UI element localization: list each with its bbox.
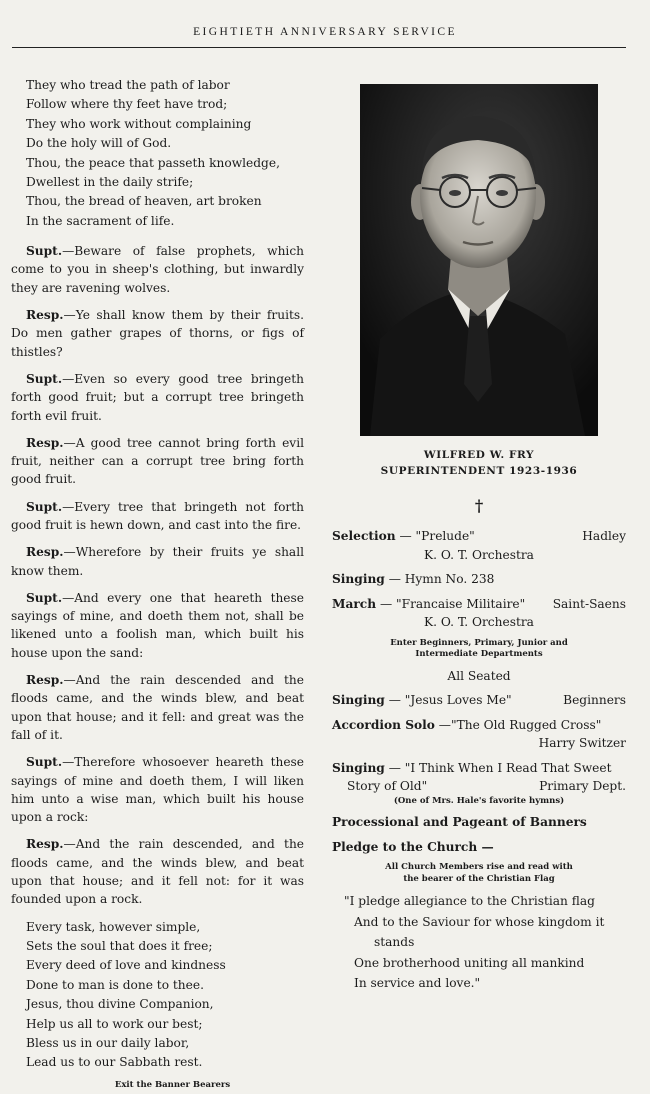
program-item-beginners bbox=[332, 691, 626, 710]
item-title: — "Jesus Loves Me" bbox=[384, 693, 512, 707]
speaker-label: Resp. bbox=[26, 673, 64, 688]
left-column bbox=[11, 76, 304, 1094]
speaker-label: Resp. bbox=[26, 435, 64, 450]
cross-ornament: † bbox=[474, 496, 484, 515]
hymn-line: Lead us to our Sabbath rest. bbox=[26, 1055, 203, 1070]
speaker-label: Resp. bbox=[26, 308, 64, 323]
speaker-label: Resp. bbox=[26, 837, 64, 852]
pledge-note: All Church Members rise and read with bbox=[385, 862, 573, 872]
page-header: EIGHTIETH ANNIVERSARY SERVICE bbox=[193, 26, 457, 38]
hymn-line: Thou, the bread of heaven, art broken bbox=[26, 194, 262, 209]
item-title: — "Francaise Militaire" bbox=[376, 596, 526, 611]
speaker-label: Supt. bbox=[26, 755, 63, 770]
responsive-reading bbox=[11, 589, 304, 662]
pledge-text bbox=[332, 891, 626, 994]
speaker-label: Supt. bbox=[26, 371, 63, 386]
hymn-line: In the sacrament of life. bbox=[26, 213, 175, 228]
closing-hymn bbox=[11, 918, 304, 1073]
hymn-line: Done to man is done to thee. bbox=[26, 977, 204, 992]
speaker-label: Supt. bbox=[26, 590, 63, 605]
pledge-heading bbox=[332, 838, 626, 857]
hymn-line: Every deed of love and kindness bbox=[26, 958, 226, 973]
responsive-reading bbox=[11, 242, 304, 297]
item-label: March bbox=[332, 596, 377, 611]
responsive-reading bbox=[11, 434, 304, 489]
accordion-performer-row bbox=[332, 734, 626, 753]
pledge-line: And to the Saviour for whose kingdom it bbox=[354, 914, 605, 929]
item-composer: Saint-Saens bbox=[552, 596, 626, 611]
all-seated: All Seated bbox=[447, 668, 511, 683]
reading-text: —And the rain descended and the floods came, and the winds blew, and beat upon that house; and it fell: and great was the fall of it. bbox=[11, 673, 304, 742]
pledge-heading-label: Pledge to the Church — bbox=[332, 839, 494, 854]
caption-title: SUPERINTENDENT 1923-1936 bbox=[380, 465, 578, 477]
pledge-line: One brotherhood uniting all mankind bbox=[354, 955, 585, 970]
program-item-accordion bbox=[332, 716, 626, 735]
reading-text: —And every one that heareth these sayings of mine, and doeth them not, shall be likened unto a foolish man, which built his house upon the sand: bbox=[11, 590, 304, 660]
enter-note: Enter Beginners, Primary, Junior and bbox=[390, 637, 568, 648]
primary-continued-row bbox=[332, 777, 626, 796]
reading-text: —And the rain descended, and the floods came, and the winds blew, and beat upon that house; and it fell not: for it was founded upon a rock. bbox=[11, 837, 304, 907]
processional bbox=[332, 813, 626, 832]
reading-text: —Wherefore by their fruits ye shall know them. bbox=[11, 545, 304, 578]
pledge-line: In service and love." bbox=[354, 976, 481, 990]
responsive-reading bbox=[11, 671, 304, 744]
pledge-line: stands bbox=[374, 935, 415, 949]
program-item-primary bbox=[332, 759, 626, 778]
program-item-hymn bbox=[332, 570, 626, 589]
reading-text: —Even so every good tree bringeth forth good fruit; but a corrupt tree bringeth forth evil fruit. bbox=[11, 371, 304, 423]
reading-text: —Ye shall know them by their fruits. Do men gather grapes of thorns, or figs of thistles? bbox=[11, 308, 304, 359]
processional-label: Processional and Pageant of Banners bbox=[332, 815, 587, 829]
item-performer: K. O. T. Orchestra bbox=[424, 547, 534, 562]
hymn-line: Sets the soul that does it free; bbox=[26, 939, 213, 954]
hymn-line: Every task, however simple, bbox=[26, 919, 201, 934]
pledge-note: the bearer of the Christian Flag bbox=[403, 873, 555, 884]
item-label: Singing bbox=[332, 693, 385, 707]
item-group: Beginners bbox=[563, 693, 626, 707]
speaker-label: Supt. bbox=[26, 499, 63, 514]
responsive-reading bbox=[11, 835, 304, 908]
reading-text: —Beware of false prophets, which come to you in sheep's clothing, but inwardly they are ravening wolves. bbox=[11, 244, 304, 295]
caption-name: WILFRED W. FRY bbox=[423, 449, 535, 461]
reading-text: —Every tree that bringeth not forth good fruit is hewn down, and cast into the fire. bbox=[11, 499, 304, 532]
reading-text: —Therefore whosoever heareth these sayings of mine and doeth them, I will liken him unto a wise man, which built his house upon a rock: bbox=[11, 755, 304, 825]
reading-text: —A good tree cannot bring forth evil fruit, neither can a corrupt tree bring forth good fruit. bbox=[11, 435, 304, 487]
responsive-reading bbox=[11, 753, 304, 826]
item-label: Selection bbox=[332, 529, 396, 543]
responsive-reading bbox=[11, 370, 304, 425]
portrait-photo bbox=[360, 84, 598, 436]
program-item-march bbox=[332, 595, 626, 614]
hymn-line: Dwellest in the daily strife; bbox=[26, 174, 194, 189]
enter-note: Intermediate Departments bbox=[415, 649, 543, 659]
hymn-note: (One of Mrs. Hale's favorite hymns) bbox=[393, 795, 565, 806]
hymn-line: Do the holy will of God. bbox=[26, 136, 172, 151]
item-title: — "Prelude" bbox=[395, 529, 475, 543]
speaker-label: Resp. bbox=[26, 545, 64, 560]
responsive-reading bbox=[11, 306, 304, 361]
hymn-line: Thou, the peace that passeth knowledge, bbox=[26, 155, 280, 170]
item-group: Primary Dept. bbox=[539, 779, 626, 793]
pledge-line: "I pledge allegiance to the Christian flag bbox=[344, 894, 595, 908]
item-label: Accordion Solo bbox=[332, 717, 435, 732]
hymn-line: Jesus, thou divine Companion, bbox=[26, 997, 214, 1012]
hymn-line: Help us all to work our best; bbox=[26, 1016, 203, 1031]
program-item-selection bbox=[332, 527, 626, 546]
responsive-reading bbox=[11, 543, 304, 580]
item-title-cont: Story of Old" bbox=[347, 779, 428, 793]
header-rule bbox=[12, 47, 626, 48]
responsive-reading bbox=[11, 498, 304, 535]
photo-caption bbox=[332, 447, 626, 479]
item-title: — Hymn No. 238 bbox=[384, 572, 495, 586]
order-of-service bbox=[332, 527, 626, 994]
hymn-line: They who work without complaining bbox=[26, 116, 252, 131]
item-performer: Harry Switzer bbox=[538, 736, 626, 750]
hymn-line: They who tread the path of labor bbox=[26, 78, 230, 92]
item-label: Singing bbox=[332, 760, 385, 775]
exit-note: Exit the Banner Bearers bbox=[114, 1079, 231, 1090]
item-title: — "I Think When I Read That Sweet bbox=[384, 760, 612, 775]
item-title: —"The Old Rugged Cross" bbox=[434, 717, 602, 732]
speaker-label: Supt. bbox=[26, 244, 63, 259]
item-label: Singing bbox=[332, 572, 385, 586]
item-composer: Hadley bbox=[582, 529, 626, 543]
hymn-line: Bless us in our daily labor, bbox=[26, 1035, 190, 1050]
opening-hymn bbox=[11, 76, 304, 231]
item-performer: K. O. T. Orchestra bbox=[424, 615, 534, 629]
hymn-line: Follow where thy feet have trod; bbox=[26, 97, 228, 112]
